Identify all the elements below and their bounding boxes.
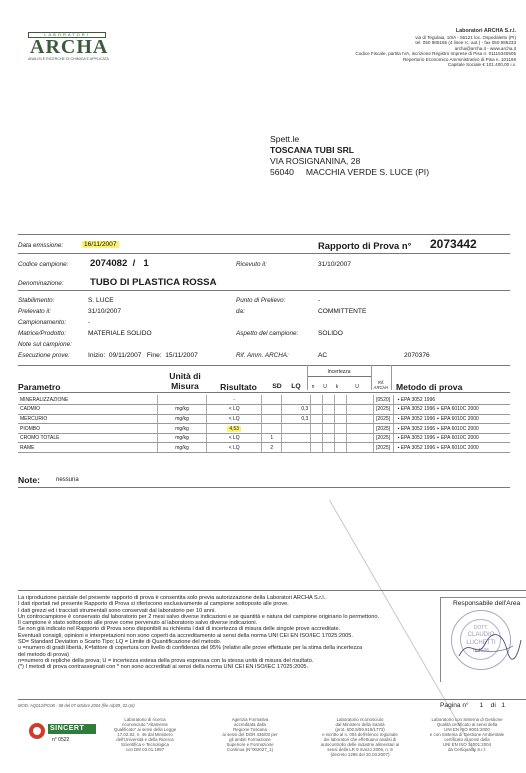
- cell-param: PIOMBO: [18, 424, 158, 434]
- cell-unit: mg/kg: [158, 424, 207, 434]
- divider: [18, 699, 526, 700]
- footer-col-health: [305, 717, 415, 757]
- cell-sd: [262, 395, 282, 405]
- cell-n: [311, 433, 323, 443]
- table-row: [18, 424, 510, 434]
- seal-number: N.1605: [472, 648, 490, 654]
- table-row: [18, 395, 510, 405]
- result-value: < LQ: [228, 406, 240, 413]
- col-unit-line1: Unità di: [169, 371, 201, 381]
- sincert-text: SINCERT: [50, 725, 85, 732]
- cell-param: MINERALIZZAZIONE: [18, 395, 158, 405]
- table-row: [18, 433, 510, 443]
- footer-line: e con Sistema di Gestione Ambientale: [429, 732, 505, 737]
- disclaimer-line: υ =numero di gradi libertà, K=fattore di copertura con livello di confidenza del 95% (relativi alle prove effettuate per la stima della incertezza: [18, 645, 363, 652]
- footer-line: (decreto 1296 del 20.03.2007): [330, 752, 390, 757]
- notes-label: Note sul campione:: [18, 341, 72, 348]
- ref-code: AC: [318, 352, 328, 359]
- footer-col-research: [100, 717, 190, 752]
- model-code: MOD. AQ012/PG08 - 08 del 07 ottobre 2004 (file rdp09_02.rpt): [18, 703, 135, 708]
- sampling: -: [88, 319, 91, 326]
- footer-line: sensi della LR 9 marzo 2006, n. 9: [327, 747, 393, 752]
- cell-n: [311, 424, 323, 434]
- footer-line: Agenzia Formativa: [231, 717, 269, 722]
- aspect-label: Aspetto del campione:: [236, 330, 299, 337]
- cell-param: RAME: [18, 443, 158, 453]
- cell-method: [393, 395, 510, 405]
- col-u-ext: U: [355, 384, 359, 390]
- footer-col-quality: [412, 717, 522, 752]
- seal-lastname: LUCHETTI: [466, 640, 496, 646]
- col-sd: SD: [272, 383, 282, 390]
- footer-line: gli ambiti Formazione: [229, 737, 271, 742]
- col-unit: [160, 371, 210, 391]
- cell-uext: [346, 405, 373, 415]
- exec-end: 15/11/2007: [165, 352, 198, 359]
- recipient-zip: 56040: [270, 167, 294, 177]
- col-param: Parametro: [18, 382, 61, 392]
- cell-u: [323, 433, 335, 443]
- method-bullet: ▪: [397, 415, 401, 422]
- method-bullet: ▪: [397, 435, 401, 442]
- footer-line: con DM 03.01.1997: [125, 747, 165, 752]
- signature-mark: [455, 626, 525, 666]
- col-rif-line2: ARCHA: [373, 385, 389, 390]
- cell-sd: 1: [262, 433, 282, 443]
- report-title: Rapporto di Prova n°: [318, 240, 412, 251]
- cell-sd: [262, 414, 282, 424]
- sample-code: 2074082 / 1: [90, 258, 149, 269]
- cell-lq: 0,3: [281, 405, 310, 415]
- divider: [18, 365, 510, 366]
- logo-top-text: LABORATORI: [28, 32, 106, 38]
- col-n: n: [311, 384, 315, 390]
- footer-line: UNI EN ISO 9001:2000: [444, 727, 490, 732]
- cell-lq: [281, 395, 310, 405]
- col-result: Risultato: [220, 382, 257, 392]
- seal-firstname: CLAUDIO: [467, 632, 495, 638]
- disclaimer-line: del metodo di prova): [18, 651, 69, 658]
- issue-date-label: Data emissione:: [18, 242, 64, 249]
- col-u-small: U: [323, 384, 327, 390]
- divider: [18, 290, 510, 291]
- footer-line: Superiore e Formazione: [226, 742, 274, 747]
- cell-param: CADMIO: [18, 405, 158, 415]
- footer-line: e iscritto al n. 004 dell'elenco regionale: [322, 732, 398, 737]
- col-rif-line1: Rif.: [377, 380, 385, 385]
- footer-line: Laboratorio con Sistema di Gestione: [431, 717, 503, 722]
- sampling-label: Campionamento:: [18, 319, 66, 326]
- cell-lq: [281, 424, 310, 434]
- company-name: Laboratori ARCHA S.r.l.: [455, 28, 516, 34]
- cell-k: [334, 424, 346, 434]
- disclaimer-line: Un controcampione è conservato dal laboratorio per 2 mesi salvo diverse indicazioni e se quantità e natura del campione originario lo permettono.: [18, 613, 380, 620]
- table-row: [18, 405, 510, 415]
- divider: [307, 376, 371, 377]
- cell-param: MERCURIO: [18, 414, 158, 424]
- footer-disclaimer: [18, 595, 443, 671]
- footer-line: riconosciuto "Altamente: [122, 722, 168, 727]
- divider: [371, 365, 372, 390]
- cell-k: [334, 414, 346, 424]
- footer-line: dell'Università e della Ricerca: [116, 737, 174, 742]
- table-row: [18, 443, 510, 453]
- sincert-logo: [28, 720, 98, 742]
- disclaimer-line: Se non già indicato nel Rapporto di Prova sono disponibili su richiesta i dati di incertezza di misura delle singole prove accreditate.: [18, 626, 341, 633]
- cell-rif: [2025]: [373, 433, 393, 443]
- method-bullet: ▪: [397, 444, 401, 451]
- footer-line: dei laboratori che effettuano analisi di: [323, 737, 397, 742]
- footer-line: Laboratorio riconosciuto: [336, 717, 384, 722]
- col-method: Metodo di prova: [396, 382, 463, 392]
- company-logo: [28, 32, 109, 61]
- cell-unit: mg/kg: [158, 433, 207, 443]
- pickup: -: [318, 297, 321, 304]
- result-value: < LQ: [228, 444, 240, 451]
- footer-line: Scientifica e Tecnologica: [121, 742, 169, 747]
- col-uncertainty: Incertezza: [327, 369, 351, 375]
- method-text: EPA 3052 1996: [400, 396, 436, 403]
- signature-area: [440, 597, 526, 682]
- page-num: 1: [479, 702, 484, 709]
- cell-u: [323, 395, 335, 405]
- cell-uext: [346, 433, 373, 443]
- footer-line: Qualificato" ai sensi della Legge: [113, 727, 177, 732]
- footer-line: accreditata dalla: [234, 722, 266, 727]
- company-address: via di Tegulaia, 10/A - 56121 loc. Ospedaletto (PI): [415, 34, 516, 40]
- cell-rif: [2025]: [373, 443, 393, 453]
- result-value: < LQ: [228, 435, 240, 442]
- cell-k: [334, 395, 346, 405]
- page-label: Pagina n°: [440, 702, 469, 709]
- disclaimer-line: I dati grezzi ed i tracciati strumentali sono conservati dal laboratorio per 10 anni.: [18, 607, 216, 614]
- footer-line: dal Ministero della Sanità: [335, 722, 385, 727]
- ref-number: 2070376: [404, 352, 430, 359]
- cell-result: [206, 424, 262, 434]
- exec-start-label: Inizio:: [88, 352, 106, 359]
- page-total: 1: [501, 702, 505, 709]
- company-email: archa@archa.it - www.archa.it: [454, 45, 516, 51]
- seal-title: DOTT.: [473, 625, 489, 631]
- disclaimer-line: n=numero di repliche della prova; U = incertezza estesa della prova espressa con la stessa unità di misura del risultato.: [18, 657, 314, 664]
- col-k: k: [335, 384, 339, 390]
- footer-line: Laboratorio di ricerca: [124, 717, 166, 722]
- footer-line: Continua (N°002027_1): [226, 747, 274, 752]
- cell-n: [311, 414, 323, 424]
- footer-line: da Certiquality S.r.l.: [447, 747, 487, 752]
- result-value: 4,53: [229, 425, 240, 432]
- responsible-label: Responsabile dell'Area: [453, 600, 521, 607]
- matrix-label: Matrice/Prodotto:: [18, 330, 66, 337]
- cell-rif: [2025]: [373, 405, 393, 415]
- cell-k: [334, 433, 346, 443]
- footer-col-training: [200, 717, 300, 752]
- cell-uext: [346, 443, 373, 453]
- cell-method: [393, 424, 510, 434]
- site-label: Stabilimento:: [18, 297, 55, 304]
- note-label: Note:: [18, 475, 40, 485]
- cell-result: [206, 443, 262, 453]
- exec-end-label: Fine:: [146, 352, 162, 359]
- cell-u: [323, 405, 335, 415]
- col-rif: [371, 380, 391, 390]
- method-bullet: ▪: [397, 396, 401, 403]
- divider: [18, 590, 526, 591]
- cell-uext: [346, 395, 373, 405]
- cell-lq: [281, 433, 310, 443]
- cell-sd: [262, 424, 282, 434]
- col-lq: LQ: [291, 383, 301, 390]
- cell-result: [206, 414, 262, 424]
- disclaimer-line: La riproduzione parziale del presente rapporto di prova è consentita solo previa autorizzazione della Laboratori ARCHA S.r.l..: [18, 595, 327, 601]
- cell-rif: [2025]: [373, 424, 393, 434]
- cell-k: [334, 443, 346, 453]
- cell-rif: [0520]: [373, 395, 393, 405]
- footer-line: Regione Toscana: [233, 727, 267, 732]
- divider: [18, 234, 510, 235]
- divider: [18, 487, 510, 488]
- report-number: 2073442: [430, 237, 477, 251]
- footer-line: UNI EN ISO 14001:2004: [442, 742, 492, 747]
- page-indicator: [440, 702, 526, 709]
- divider: [391, 365, 392, 390]
- divider: [18, 392, 510, 393]
- results-table: [18, 395, 510, 453]
- received-label: Ricevuto il:: [236, 261, 267, 268]
- company-fiscal: Codice Fiscale, partita IVA, iscrizione Registro Imprese di Pisa n. 01115340505: [355, 51, 516, 56]
- company-capital: Capitale Sociale € 101.400,00 i.v.: [447, 62, 516, 67]
- footer-line: autocontrollo delle industrie alimentari ai: [320, 742, 400, 747]
- site: S. LUCE: [88, 297, 114, 304]
- aspect: SOLIDO: [318, 330, 343, 337]
- disclaimer-line: (*) I metodi di prova contrassegnati con * non sono accreditati ai sensi della norma UNI CEI EN ISO/IEC 17025:2005.: [18, 664, 309, 671]
- cell-method: [393, 433, 510, 443]
- recipient-street: VIA ROSIGNANINA, 28: [270, 156, 361, 166]
- method-text: EPA 3052 1996 + EPA 6010C 2000: [400, 425, 479, 432]
- footer-line: Qualità certificato ai sensi della: [436, 722, 498, 727]
- method-bullet: ▪: [397, 406, 401, 413]
- ref-label: Rif. Amm. ARCHA:: [236, 352, 289, 359]
- page-of: di: [490, 702, 496, 709]
- logo-main-text: ARCHA: [30, 36, 109, 58]
- cell-result: [206, 395, 262, 405]
- cell-n: [311, 395, 323, 405]
- logo-sub-text: ANALISI E RICERCHE DI CHIMICA E APPLICATA: [28, 57, 109, 61]
- cell-uext: [346, 414, 373, 424]
- cell-rif: [2025]: [373, 414, 393, 424]
- pickup-label: Punto di Prelievo:: [236, 297, 286, 304]
- cell-lq: [281, 443, 310, 453]
- cell-n: [311, 443, 323, 453]
- company-tel: tel. 050 985165 (4 linee rc. aut.) - fax 050 985233: [415, 40, 516, 45]
- cell-u: [323, 414, 335, 424]
- cell-sd: [262, 405, 282, 415]
- cell-unit: [158, 395, 207, 405]
- issue-date: 16/11/2007: [84, 241, 117, 248]
- recipient-salutation: Spett.le: [270, 134, 300, 144]
- sincert-number: n° 0522: [52, 737, 70, 743]
- method-text: EPA 3052 1996 + EPA 6010C 2000: [400, 406, 479, 413]
- matrix: MATERIALE SOLIDO: [88, 330, 152, 337]
- received-date: 31/10/2007: [318, 261, 352, 268]
- table-row: [18, 414, 510, 424]
- exec-label: Esecuzione prove:: [18, 352, 70, 359]
- denomination: TUBO DI PLASTICA ROSSA: [90, 277, 217, 288]
- cell-sd: 2: [262, 443, 282, 453]
- exec-start: 09/11/2007: [108, 352, 142, 359]
- cell-u: [323, 424, 335, 434]
- disclaimer-line: Eventuali consigli, opinioni e interpretazioni non sono coperti da accreditamento ai sensi della norma UNI CEI EN ISO/IEC 17025:2005.: [18, 632, 353, 639]
- disclaimer-line: Il campione è stato sottoposto alle prove come pervenuto al laboratorio salvo diverse indicazioni.: [18, 620, 258, 627]
- method-text: EPA 3052 1996 + EPA 6010C 2000: [400, 415, 479, 422]
- cell-unit: mg/kg: [158, 414, 207, 424]
- denomination-label: Denominazione:: [18, 280, 64, 287]
- recipient-address: [270, 134, 429, 178]
- by-label: da:: [236, 308, 245, 315]
- company-info: [286, 29, 516, 68]
- note-value: nessuna: [56, 477, 79, 483]
- method-text: EPA 3052 1996 + EPA 6010C 2000: [400, 435, 479, 442]
- footer-line: certificato ai sensi della: [444, 737, 490, 742]
- sample-code-label: Codice campione:: [18, 261, 69, 268]
- cell-u: [323, 443, 335, 453]
- sampled-by: COMMITTENTE: [318, 308, 367, 315]
- col-unit-line2: Misura: [171, 381, 199, 391]
- sampled-label: Prelevato il:: [18, 308, 51, 315]
- method-text: EPA 3052 1996 + EPA 6010C 2000: [400, 444, 479, 451]
- footer-line: (prot. 600.5/59.819/1773): [335, 727, 385, 732]
- cell-uext: [346, 424, 373, 434]
- divider: [18, 253, 510, 254]
- cell-result: [206, 433, 262, 443]
- disclaimer-line: SD= Standard Deviation o Scarto Tipo; LQ = Limite di Quantificazione del metodo.: [18, 639, 222, 646]
- cell-k: [334, 405, 346, 415]
- sampled-date: 31/10/2007: [88, 308, 122, 315]
- footer-line: 17.02.82, n. 46 dal Ministero: [117, 732, 173, 737]
- cell-lq: 0,3: [281, 414, 310, 424]
- result-value: < LQ: [228, 415, 240, 422]
- footer-line: ai sensi del DGR 436/03 per: [222, 732, 278, 737]
- cell-method: [393, 405, 510, 415]
- cell-n: [311, 405, 323, 415]
- method-bullet: ▪: [397, 425, 401, 432]
- cell-unit: mg/kg: [158, 405, 207, 415]
- recipient-city: MACCHIA VERDE S. LUCE (PI): [305, 167, 430, 177]
- cell-method: [393, 414, 510, 424]
- cell-unit: mg/kg: [158, 443, 207, 453]
- recipient-name: TOSCANA TUBI SRL: [270, 145, 355, 155]
- cell-param: CROMO TOTALE: [18, 433, 158, 443]
- company-rea: Repertorio Economico Amministrativo di Pisa n. 101169: [402, 56, 516, 62]
- cell-result: [206, 405, 262, 415]
- result-value: -: [233, 396, 236, 403]
- divider: [307, 365, 308, 390]
- disclaimer-line: I dati riportati nel presente Rapporto di Prova si riferiscono esclusivamente al campione sottoposto alle prove.: [18, 601, 289, 608]
- cell-method: [393, 443, 510, 453]
